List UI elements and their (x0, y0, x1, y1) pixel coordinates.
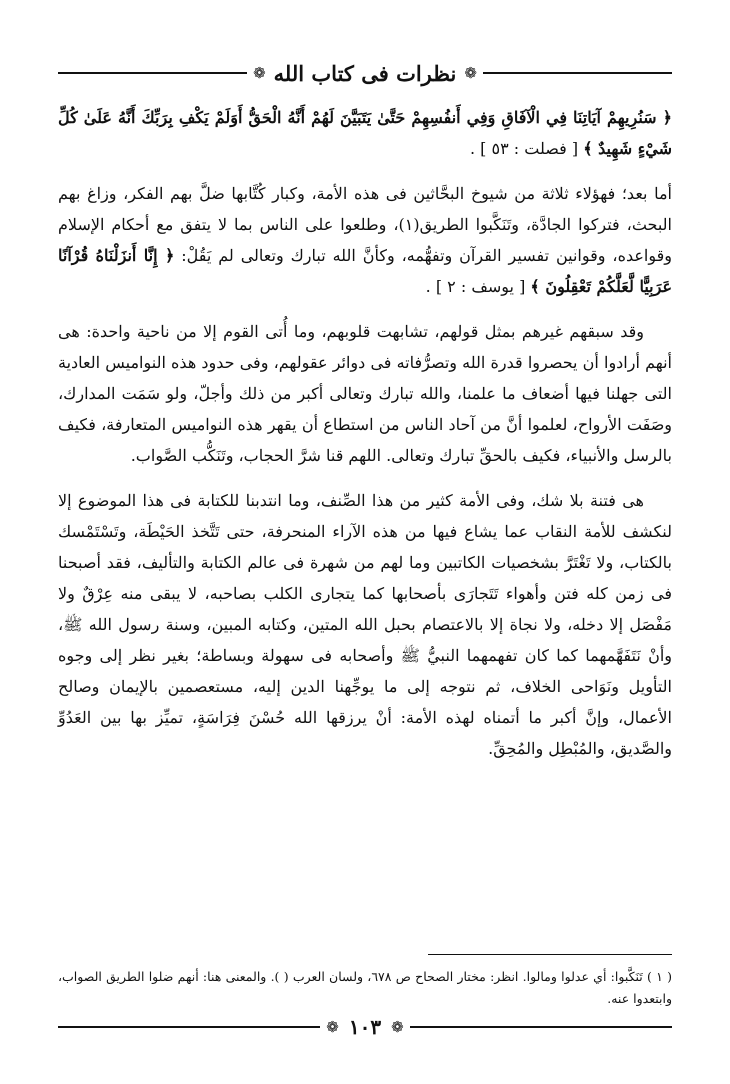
page-number: ١٠٣ (348, 1015, 382, 1039)
ornament-icon: ❁ (391, 1017, 404, 1036)
verse-reference: [ يوسف : ٢ ] . (425, 277, 531, 296)
header-title: نظرات فى كتاب الله (273, 60, 457, 86)
ornament-icon: ❁ (464, 63, 477, 82)
book-page (58, 56, 672, 1046)
running-header (58, 56, 672, 90)
quran-verse: ﴿ إِنَّا أَنزَلْنَاهُ قُرْآنًا عَرَبِيًّا لَّعَلَّكُمْ تَعْقِلُونَ ﴾ (58, 246, 672, 296)
footer-rule-left (58, 1026, 320, 1028)
paragraph-text: هى فتنة بلا شك، وفى الأمة كثير من هذا الصِّنف، وما انتدبنا للكتابة فى هذا الموضوع إلا لنكشف للأمة النقاب عما يشاع فيها من هذه الآراء المنحرفة، حتى تَتَّخذ الحَيْطَة، وتَسْتَمْسك بالكتاب، ولا تَغْتَرَّ بشخصيات الكاتبين وما لهم من شهرة فى عالم الكتابة والتأليف، فقد أصبحنا فى زمن كله فتن وأهواء تَتَجارَى بأصحابها كما يتجارى الكلب بصاحبه، لا يبقى منه عِرْقٌ ولا مَفْصَل إلا دخله، ولا نجاة إلا بالاعتصام بحبل الله المتين، وكتابه المبين، وسنة رسول الله ﷺ، وأنْ نَتَفَهَّمهما كما كان تفهمهما النبيُّ ﷺ وأصحابه فى سهولة وبساطة؛ بغير نظر إلى وجوه التأويل ونَوَاحى الخلاف، ثم نتوجه إلى ما يوجِّهنا الدين إليه، مستعصمين بالإيمان وصالح الأعمال، وإنَّ أكبر ما أتمناه لهذه الأمة: أنْ يرزقها الله حُسْنَ فِرَاسَةٍ، تميِّز بها بين العَدُوِّ والصَّديق، والمُبْطِل والمُحِقِّ. (58, 491, 672, 758)
header-rule-left (58, 72, 247, 74)
page-footer (58, 1014, 672, 1040)
footnote: ( ١ ) تَنَكَّبوا: أي عدلوا ومالوا. انظر: مختار الصحاح ص ٦٧٨، ولسان العرب ( ). والمعنى هنا: أنهم ضلوا الطريق الصواب، وابتعدوا عنه. (58, 969, 673, 1006)
paragraph-text: وقد سبقهم غيرهم بمثل قولهم، تشابهت قلوبهم، وما أُتى القوم إلا من ناحية واحدة: هى أنهم أرادوا أن يحصروا قدرة الله وتصرُّفاته فى دوائر عقولهم، وفى حدود هذه النواميس العادية التى جهلنا فيها أضعاف ما علمنا، والله تبارك وتعالى أكبر من ذلك وأجلّ، ولو سَمَت المدارك، وصَفَت الأرواح، لعلموا أنَّ من آحاد الناس من استطاع أن يقهر هذه النواميس المتعارفة، فكيف بالرسل والأنبياء، فكيف بالحقِّ تبارك وتعالى. اللهم قنا شرَّ الحجاب، وتَنَكُّب الصَّواب. (58, 322, 672, 465)
ornament-icon: ❁ (326, 1017, 339, 1036)
ornament-icon: ❁ (253, 63, 266, 82)
verse-reference: [ فصلت : ٥٣ ] . (470, 139, 584, 158)
paragraph-verse (58, 102, 672, 164)
paragraph-intro (58, 178, 672, 302)
quran-verse: ﴿ سَنُرِيهِمْ آيَاتِنَا فِي الْآفَاقِ وَفِي أَنفُسِهِمْ حَتَّىٰ يَتَبَيَّنَ لَهُمْ أَنَّهُ الْحَقُّ أَوَلَمْ يَكْفِ بِرَبِّكَ أَنَّهُ عَلَىٰ كُلِّ شَيْءٍ شَهِيدٌ ﴾ (58, 108, 672, 158)
footer-rule-right (410, 1026, 672, 1028)
main-text (58, 102, 672, 778)
footnote-separator (428, 954, 672, 955)
paragraph-text: أما بعد؛ فهؤلاء ثلاثة من شيوخ البحَّاثين فى هذه الأمة، وكبار كُتَّابها ضلَّ بهم الفكر، وزاغ بهم البحث، فتركوا الجادَّة، وتَنَكَّبوا الطريق(١)، وطلعوا على الناس بما لا يتفق مع أحكام الإسلام وقواعده، وقوانين تفسير القرآن وتفهُّمه، وكأنَّ الله تبارك وتعالى لم يَقُلْ: (58, 184, 673, 265)
header-rule-right (483, 72, 672, 74)
